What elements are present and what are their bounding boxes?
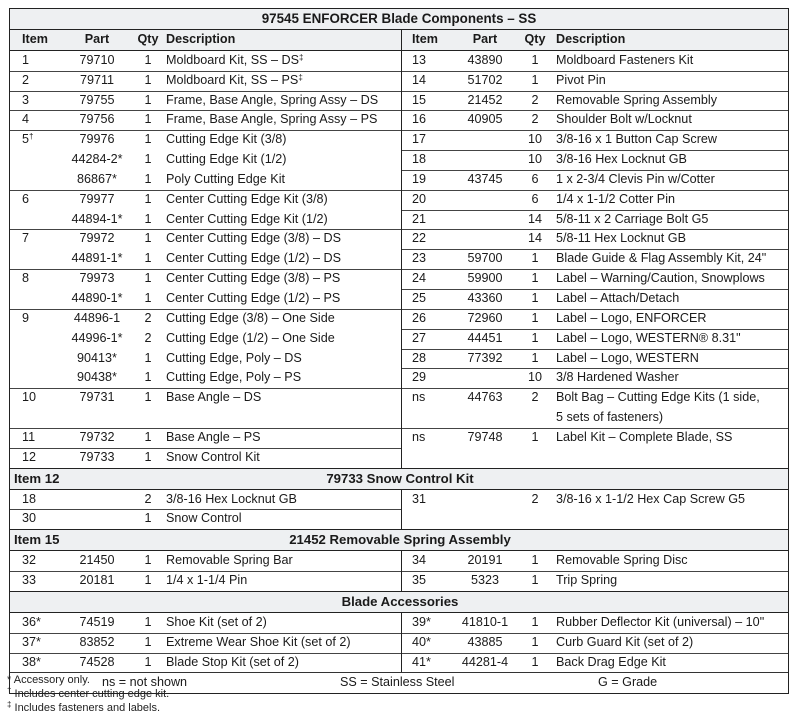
part-cell: 44451: [467, 330, 503, 345]
table-row: [10, 210, 788, 230]
qty-cell: 1: [531, 350, 539, 365]
qty-cell: 1: [531, 654, 539, 669]
qty-cell: 1: [144, 191, 152, 206]
qty-cell: 1: [144, 290, 152, 305]
table-row: [10, 349, 788, 369]
item-cell: 11: [22, 429, 36, 444]
description-cell: Cutting Edge Kit (3/8): [166, 132, 287, 147]
part-cell: 79973: [79, 271, 115, 286]
item-cell: 40*: [412, 634, 431, 649]
description-cell: 3/8-16 Hex Locknut GB: [166, 491, 297, 506]
column-header-item: Item: [412, 32, 438, 46]
qty-cell: 1: [144, 429, 152, 444]
column-header-item: Item: [22, 32, 48, 46]
qty-cell: 1: [144, 211, 152, 226]
qty-cell: 1: [531, 52, 539, 67]
description-cell: Label – Warning/Caution, Snowplows: [556, 271, 765, 286]
qty-cell: 6: [531, 171, 539, 186]
description-cell: Moldboard Fasteners Kit: [556, 52, 694, 67]
section-title: Blade Accessories: [341, 593, 459, 609]
item-cell: 12: [22, 449, 37, 464]
part-cell: 20191: [467, 553, 503, 568]
part-cell: 79748: [467, 429, 503, 444]
column-divider: [401, 551, 402, 591]
legend-grade: G = Grade: [598, 675, 658, 690]
part-cell: 41810-1: [461, 614, 509, 629]
table-row: [10, 91, 788, 111]
description-cell: Cutting Edge, Poly – DS: [166, 350, 302, 365]
part-cell: 40905: [467, 112, 503, 127]
item-cell: 15: [412, 92, 427, 107]
description-cell: 5/8-11 x 2 Carriage Bolt G5: [556, 211, 709, 226]
qty-cell: 14: [527, 231, 542, 246]
removable-spring-assembly-block: [10, 551, 788, 591]
qty-cell: 1: [144, 271, 152, 286]
qty-cell: 1: [531, 614, 539, 629]
description-cell: Center Cutting Edge (3/8) – PS: [166, 271, 341, 286]
item-cell: 17: [412, 132, 427, 147]
part-cell: 77392: [467, 350, 503, 365]
qty-cell: 1: [144, 231, 152, 246]
qty-cell: 1: [144, 449, 152, 464]
item-cell: 20: [412, 191, 427, 206]
item-cell: 30: [22, 511, 37, 526]
footnote-fasteners: ‡ Includes fasteners and labels.: [7, 700, 161, 714]
table-row: [10, 51, 788, 71]
description-cell: 3/8-16 x 1-1/2 Hex Cap Screw G5: [556, 491, 745, 506]
parts-table: [9, 8, 789, 694]
snow-control-kit-block: [10, 490, 788, 530]
description-cell: 3/8-16 x 1 Button Cap Screw: [556, 132, 718, 147]
table-row: [10, 428, 788, 448]
part-cell: 79976: [79, 132, 115, 147]
table-row: [10, 190, 788, 210]
qty-cell: 1: [531, 72, 539, 87]
item-cell: 10: [22, 390, 37, 405]
item-cell: 38*: [22, 654, 41, 669]
part-cell: 44996-1*: [71, 330, 123, 345]
part-cell: 74528: [79, 654, 115, 669]
description-cell: Removable Spring Assembly: [556, 92, 717, 107]
qty-cell: 1: [144, 370, 152, 385]
part-cell: 21450: [79, 553, 115, 568]
main-parts-block: [10, 30, 788, 468]
description-cell: Bolt Bag – Cutting Edge Kits (1 side,: [556, 390, 760, 405]
description-cell: 5 sets of fasteners): [556, 410, 664, 425]
table-row: [10, 368, 788, 388]
description-cell: Shoe Kit (set of 2): [166, 614, 267, 629]
qty-cell: 1: [531, 429, 539, 444]
description-cell: Center Cutting Edge Kit (1/2): [166, 211, 328, 226]
description-cell: 1/4 x 1-1/2 Cotter Pin: [556, 191, 676, 206]
description-cell: Label – Logo, WESTERN® 8.31": [556, 330, 741, 345]
part-cell: 90413*: [77, 350, 117, 365]
qty-cell: 2: [531, 112, 539, 127]
item-cell: 8: [22, 271, 30, 286]
description-cell: Snow Control: [166, 511, 242, 526]
part-cell: 86867*: [77, 171, 117, 186]
part-cell: 59700: [467, 251, 503, 266]
part-cell: 79756: [79, 112, 115, 127]
item-cell: 26: [412, 310, 427, 325]
description-cell: Label – Attach/Detach: [556, 290, 680, 305]
item-cell: 1: [22, 52, 30, 67]
description-cell: Snow Control Kit: [166, 449, 260, 464]
item-cell: 39*: [412, 614, 431, 629]
part-cell: 44896-1: [73, 310, 121, 325]
qty-cell: 2: [531, 92, 539, 107]
part-cell: 59900: [467, 271, 503, 286]
part-cell: 44891-1*: [71, 251, 123, 266]
description-cell: Cutting Edge, Poly – PS: [166, 370, 302, 385]
description-cell: Moldboard Kit, SS – DS‡: [166, 52, 304, 67]
item-cell: 16: [412, 112, 427, 127]
column-header-description: Description: [166, 32, 236, 46]
qty-cell: 1: [144, 553, 152, 568]
table-row: [10, 633, 788, 653]
table-row: [10, 71, 788, 91]
item-cell: 22: [412, 231, 427, 246]
qty-cell: 14: [527, 211, 542, 226]
qty-cell: 1: [144, 511, 152, 526]
description-cell: Pivot Pin: [556, 72, 606, 87]
table-row: [10, 490, 788, 510]
qty-cell: 1: [144, 72, 152, 87]
legend-ns: ns = not shown: [102, 675, 188, 690]
qty-cell: 1: [531, 573, 539, 588]
item-cell: 21: [412, 211, 427, 226]
description-cell: Moldboard Kit, SS – PS‡: [166, 72, 303, 87]
item-cell: 28: [412, 350, 427, 365]
item-cell: 19: [412, 171, 427, 186]
table-row: [10, 309, 788, 329]
description-cell: 1 x 2-3/4 Clevis Pin w/Cotter: [556, 171, 715, 186]
blade-accessories-block: [10, 613, 788, 673]
qty-cell: 1: [144, 573, 152, 588]
qty-cell: 1: [531, 330, 539, 345]
legend-ss: SS = Stainless Steel: [340, 675, 455, 690]
qty-cell: 2: [531, 491, 539, 506]
column-header-qty: Qty: [137, 32, 159, 46]
item-cell: 3: [22, 92, 30, 107]
item-cell: 18: [22, 491, 37, 506]
column-divider: [401, 30, 402, 468]
qty-cell: 1: [144, 390, 152, 405]
part-cell: 44284-2*: [71, 152, 123, 167]
part-cell: 72960: [467, 310, 503, 325]
footnote-center-edge: † Includes center cutting edge kit.: [7, 686, 170, 700]
item-cell: 18: [412, 152, 427, 167]
qty-cell: 1: [144, 171, 152, 186]
description-cell: Frame, Base Angle, Spring Assy – PS: [166, 112, 378, 127]
item-cell: 29: [412, 370, 427, 385]
section-item-label: Item 12: [14, 470, 60, 486]
column-header-description: Description: [556, 32, 626, 46]
description-cell: Base Angle – PS: [166, 429, 261, 444]
part-cell: 5323: [470, 573, 500, 588]
part-cell: 83852: [79, 634, 115, 649]
part-cell: 79972: [79, 231, 115, 246]
description-cell: Base Angle – DS: [166, 390, 262, 405]
qty-cell: 1: [144, 251, 152, 266]
description-cell: 1/4 x 1-1/4 Pin: [166, 573, 248, 588]
part-cell: 20181: [79, 573, 115, 588]
item-cell: ns: [412, 390, 426, 405]
qty-cell: 1: [144, 350, 152, 365]
table-title: 97545 ENFORCER Blade Components – SS: [10, 9, 788, 30]
part-cell: 79977: [79, 191, 115, 206]
qty-cell: 10: [527, 152, 542, 167]
item-cell: 32: [22, 553, 37, 568]
item-cell: 13: [412, 52, 427, 67]
description-cell: Rubber Deflector Kit (universal) – 10": [556, 614, 765, 629]
description-cell: Center Cutting Edge (1/2) – DS: [166, 251, 342, 266]
description-cell: Cutting Edge (1/2) – One Side: [166, 330, 335, 345]
description-cell: 3/8-16 Hex Locknut GB: [556, 152, 687, 167]
description-cell: Extreme Wear Shoe Kit (set of 2): [166, 634, 351, 649]
qty-cell: 1: [144, 52, 152, 67]
table-row: [10, 229, 788, 249]
description-cell: Blade Stop Kit (set of 2): [166, 654, 300, 669]
qty-cell: 1: [144, 112, 152, 127]
description-cell: Back Drag Edge Kit: [556, 654, 666, 669]
section-title: 21452 Removable Spring Assembly: [289, 532, 511, 548]
description-cell: Label – Logo, WESTERN: [556, 350, 699, 365]
part-cell: 79732: [79, 429, 115, 444]
table-row: [10, 289, 788, 309]
part-cell: 79731: [79, 390, 115, 405]
part-cell: 74519: [79, 614, 115, 629]
table-row: [10, 408, 788, 428]
table-row: [10, 551, 788, 571]
item-cell: 4: [22, 112, 30, 127]
table-row: [10, 150, 788, 170]
item-cell: 2: [22, 72, 30, 87]
part-cell: 21452: [467, 92, 503, 107]
description-cell: Cutting Edge (3/8) – One Side: [166, 310, 335, 325]
item-cell: 23: [412, 251, 427, 266]
section-header-item-15: [10, 529, 788, 551]
table-row: [10, 613, 788, 633]
qty-cell: 10: [527, 132, 542, 147]
qty-cell: 1: [144, 614, 152, 629]
part-cell: 90438*: [77, 370, 117, 385]
item-cell: 33: [22, 573, 37, 588]
main-rows: [10, 51, 788, 468]
item-cell: 9: [22, 310, 30, 325]
table-row: [10, 509, 788, 529]
table-row: [10, 249, 788, 269]
description-cell: Center Cutting Edge (1/2) – PS: [166, 290, 341, 305]
section-title: 79733 Snow Control Kit: [326, 470, 474, 486]
section-item-label: Item 15: [14, 532, 60, 548]
section-header-accessories: [10, 591, 788, 613]
table-row: [10, 329, 788, 349]
table-row: [10, 130, 788, 150]
column-divider: [401, 613, 402, 673]
part-cell: 79755: [79, 92, 115, 107]
description-cell: Shoulder Bolt w/Locknut: [556, 112, 692, 127]
description-cell: Cutting Edge Kit (1/2): [166, 152, 287, 167]
qty-cell: 1: [144, 634, 152, 649]
item-cell: 7: [22, 231, 30, 246]
item-cell: 31: [412, 491, 427, 506]
item-cell: 36*: [22, 614, 41, 629]
column-header-row: [10, 30, 788, 51]
qty-cell: 2: [144, 491, 152, 506]
part-cell: 43885: [467, 634, 503, 649]
part-cell: 44281-4: [461, 654, 509, 669]
table-row: [10, 388, 788, 408]
description-cell: Frame, Base Angle, Spring Assy – DS: [166, 92, 379, 107]
table-row: [10, 571, 788, 591]
part-cell: 43890: [467, 52, 503, 67]
item-cell: 34: [412, 553, 427, 568]
qty-cell: 2: [144, 310, 152, 325]
section-header-item-12: [10, 468, 788, 490]
table-row: [10, 110, 788, 130]
table-row: [10, 170, 788, 190]
description-cell: Trip Spring: [556, 573, 618, 588]
qty-cell: 1: [531, 251, 539, 266]
part-cell: 44763: [467, 390, 503, 405]
qty-cell: 1: [531, 310, 539, 325]
part-cell: 79710: [79, 52, 115, 67]
column-header-qty: Qty: [524, 32, 546, 46]
description-cell: Removable Spring Disc: [556, 553, 688, 568]
qty-cell: 6: [531, 191, 539, 206]
item-cell: 14: [412, 72, 427, 87]
description-cell: Poly Cutting Edge Kit: [166, 171, 286, 186]
item-cell: 41*: [412, 654, 431, 669]
qty-cell: 2: [144, 330, 152, 345]
part-cell: 79733: [79, 449, 115, 464]
column-header-part: Part: [84, 32, 110, 46]
item-cell: 37*: [22, 634, 41, 649]
description-cell: 3/8 Hardened Washer: [556, 370, 679, 385]
column-divider: [401, 490, 402, 530]
qty-cell: 2: [531, 390, 539, 405]
table-row: [10, 269, 788, 289]
item-cell: 6: [22, 191, 30, 206]
column-header-part: Part: [472, 32, 498, 46]
part-cell: 51702: [467, 72, 503, 87]
item-cell: 27: [412, 330, 427, 345]
qty-cell: 1: [531, 553, 539, 568]
description-cell: Center Cutting Edge Kit (3/8): [166, 191, 328, 206]
part-cell: 79711: [79, 72, 115, 87]
qty-cell: 1: [144, 92, 152, 107]
qty-cell: 1: [531, 634, 539, 649]
qty-cell: 1: [144, 152, 152, 167]
part-cell: 44890-1*: [71, 290, 123, 305]
description-cell: Label – Logo, ENFORCER: [556, 310, 707, 325]
description-cell: Label Kit – Complete Blade, SS: [556, 429, 733, 444]
part-cell: 44894-1*: [71, 211, 123, 226]
qty-cell: 10: [527, 370, 542, 385]
table-row: [10, 653, 788, 673]
item-cell: 25: [412, 290, 427, 305]
description-cell: Removable Spring Bar: [166, 553, 293, 568]
part-cell: 43360: [467, 290, 503, 305]
item-cell: 35: [412, 573, 427, 588]
description-cell: Curb Guard Kit (set of 2): [556, 634, 694, 649]
item-cell: 24: [412, 271, 427, 286]
description-cell: 5/8-11 Hex Locknut GB: [556, 231, 686, 246]
qty-cell: 1: [144, 654, 152, 669]
part-cell: 43745: [467, 171, 503, 186]
description-cell: Center Cutting Edge (3/8) – DS: [166, 231, 342, 246]
table-row: [10, 448, 788, 468]
item-cell: 5†: [22, 132, 34, 147]
qty-cell: 1: [531, 290, 539, 305]
footnote-accessory: * Accessory only.: [7, 674, 90, 686]
item-cell: ns: [412, 429, 426, 444]
description-cell: Blade Guide & Flag Assembly Kit, 24": [556, 251, 767, 266]
qty-cell: 1: [531, 271, 539, 286]
qty-cell: 1: [144, 132, 152, 147]
